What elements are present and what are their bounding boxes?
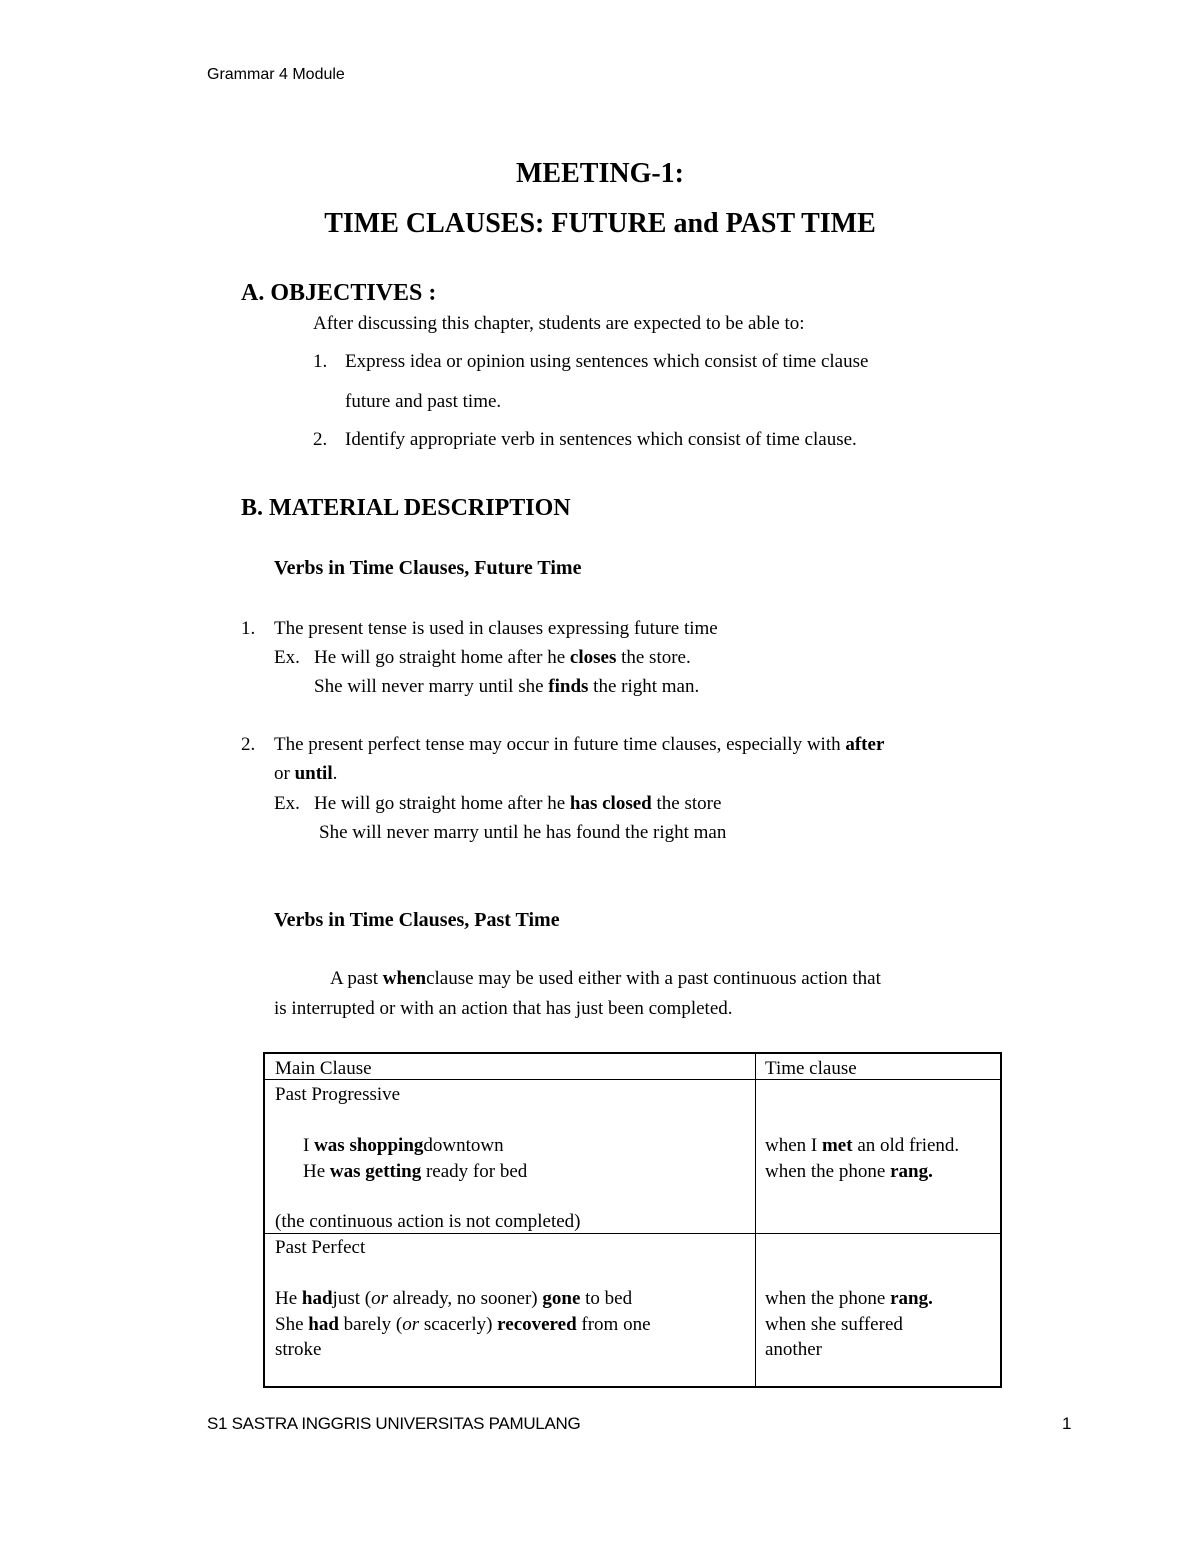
example-sentence: She will never marry until he has found the right man bbox=[319, 822, 727, 843]
running-header: Grammar 4 Module bbox=[207, 66, 345, 83]
table-time-clause: when I met an old friend. bbox=[765, 1135, 960, 1156]
rule-text-continued: or until. bbox=[274, 763, 338, 784]
objective-text: Identify appropriate verb in sentences which consist of time clause. bbox=[345, 429, 857, 450]
objective-text-continued: future and past time. bbox=[345, 391, 502, 412]
objective-text: Express idea or opinion using sentences which consist of time clause bbox=[345, 351, 869, 372]
rule-number: 1. bbox=[241, 618, 256, 639]
table-header-main-clause: Main Clause bbox=[275, 1058, 372, 1079]
example-sentence: She will never marry until she finds the right man. bbox=[314, 676, 700, 697]
table-example-continued: stroke bbox=[275, 1339, 322, 1360]
example-label: Ex. bbox=[274, 793, 300, 814]
table-example: She had barely (or scacerly) recovered from one bbox=[275, 1314, 651, 1335]
future-time-subheading: Verbs in Time Clauses, Future Time bbox=[274, 557, 582, 579]
rule-text: The present perfect tense may occur in future time clauses, especially with after bbox=[274, 734, 885, 755]
past-time-subheading: Verbs in Time Clauses, Past Time bbox=[274, 909, 560, 931]
page-title-meeting: MEETING-1: bbox=[516, 158, 684, 189]
material-heading: B. MATERIAL DESCRIPTION bbox=[241, 495, 571, 521]
page-number: 1 bbox=[1062, 1414, 1072, 1433]
objectives-heading: A. OBJECTIVES : bbox=[241, 280, 437, 306]
past-time-paragraph-continued: is interrupted or with an action that has just been completed. bbox=[274, 998, 733, 1019]
example-sentence: He will go straight home after he closes the store. bbox=[314, 647, 691, 668]
past-time-paragraph: A past whenclause may be used either with a past continuous action that bbox=[330, 968, 881, 989]
page-title-topic: TIME CLAUSES: FUTURE and PAST TIME bbox=[324, 208, 876, 239]
table-header-time-clause: Time clause bbox=[765, 1058, 857, 1079]
table-note: (the continuous action is not completed) bbox=[275, 1211, 581, 1232]
table-row-divider bbox=[265, 1079, 1000, 1080]
table-column-divider bbox=[755, 1054, 756, 1386]
objective-number: 1. bbox=[313, 351, 328, 372]
table-time-clause: when she suffered bbox=[765, 1314, 903, 1335]
row-label-past-progressive: Past Progressive bbox=[275, 1084, 401, 1105]
example-sentence: He will go straight home after he has closed the store bbox=[314, 793, 722, 814]
example-label: Ex. bbox=[274, 647, 300, 668]
table-example: He hadjust (or already, no sooner) gone to bed bbox=[275, 1288, 633, 1309]
table-time-clause: when the phone rang. bbox=[765, 1288, 933, 1309]
objective-number: 2. bbox=[313, 429, 328, 450]
rule-number: 2. bbox=[241, 734, 256, 755]
table-time-clause-continued: another bbox=[765, 1339, 822, 1360]
table-time-clause: when the phone rang. bbox=[765, 1161, 933, 1182]
table-example: He was getting ready for bed bbox=[303, 1161, 528, 1182]
rule-text: The present tense is used in clauses expressing future time bbox=[274, 618, 718, 639]
table-example: I was shoppingdowntown bbox=[303, 1135, 504, 1156]
time-clause-table bbox=[263, 1052, 1002, 1388]
row-label-past-perfect: Past Perfect bbox=[275, 1237, 366, 1258]
running-footer: S1 SASTRA INGGRIS UNIVERSITAS PAMULANG bbox=[207, 1414, 581, 1433]
objectives-intro: After discussing this chapter, students are expected to be able to: bbox=[313, 313, 805, 334]
